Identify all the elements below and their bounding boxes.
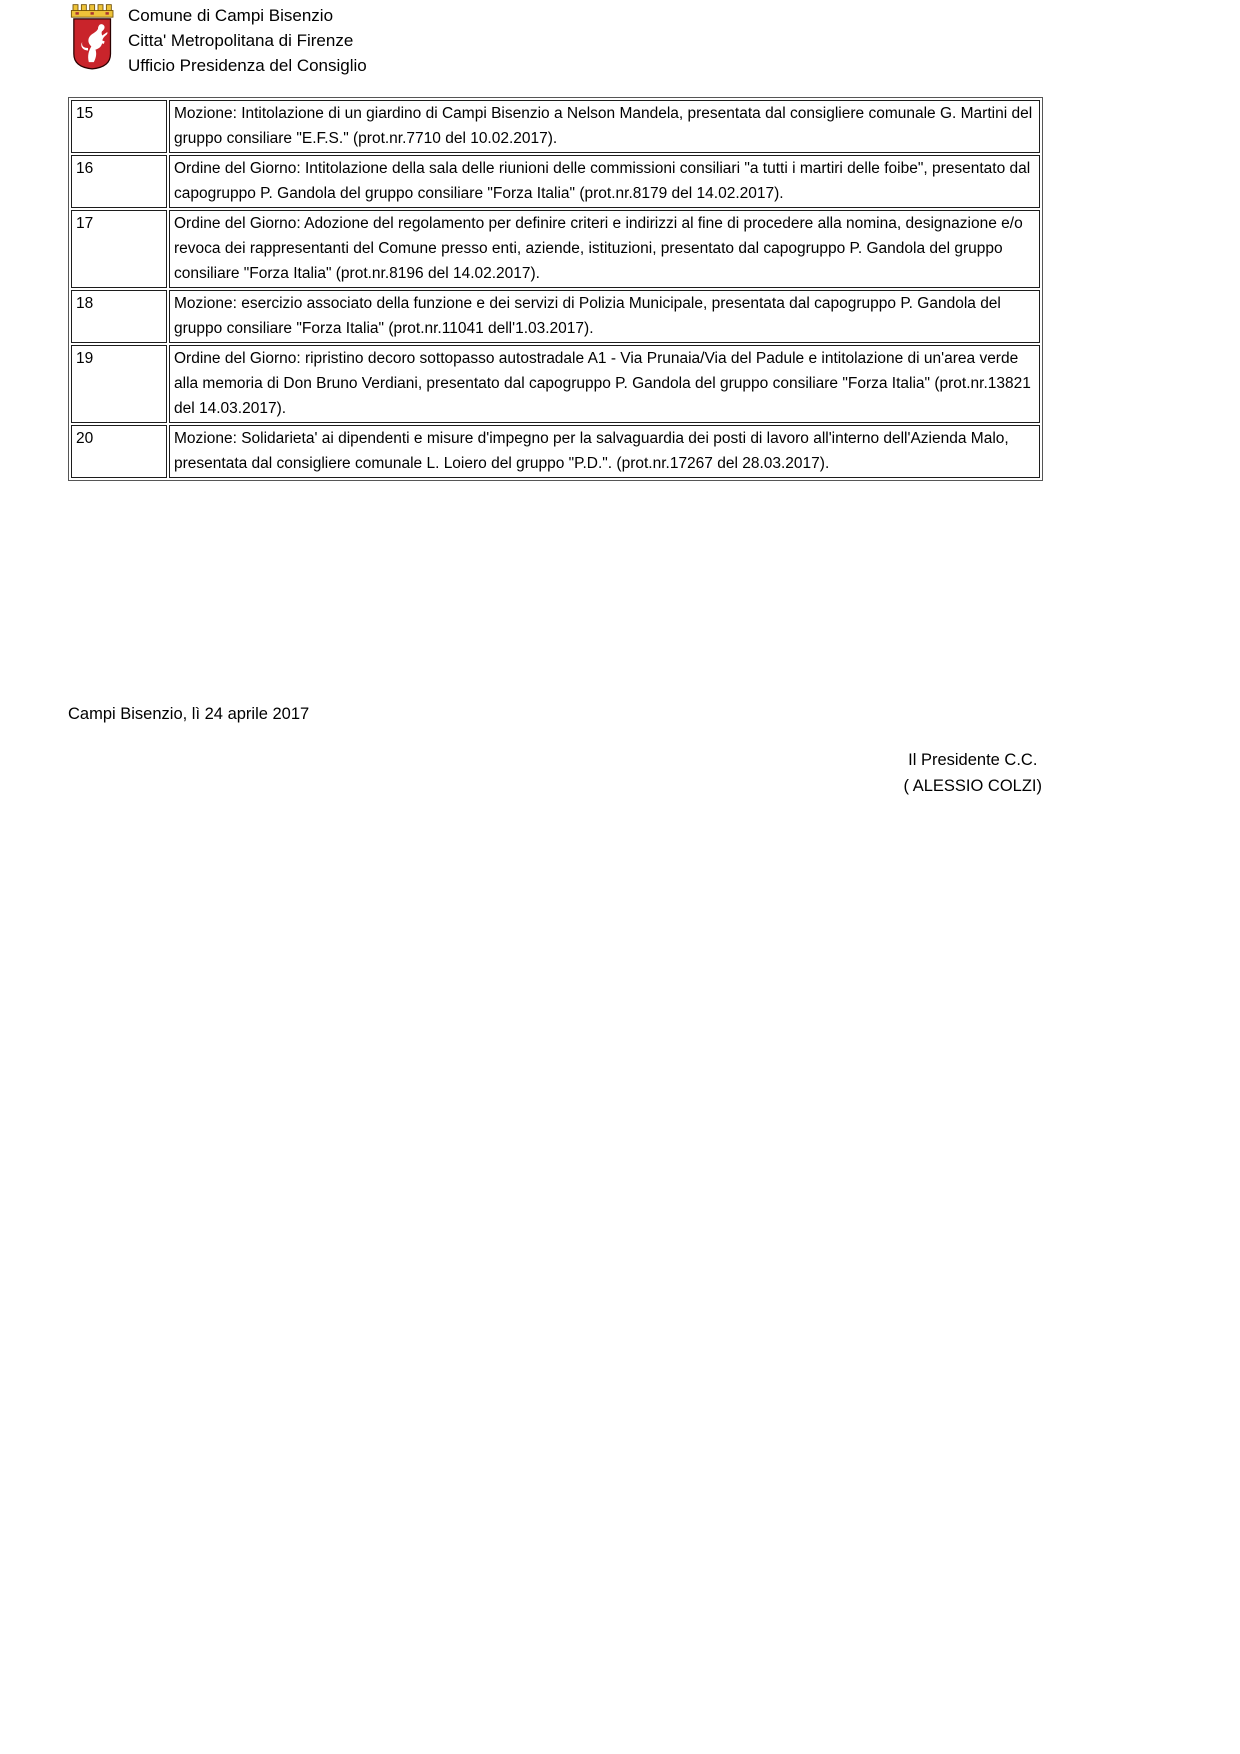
row-number-cell: 20	[71, 425, 167, 478]
row-number-cell: 15	[71, 100, 167, 153]
table-row	[71, 290, 1040, 343]
signature-name: ( ALESSIO COLZI)	[903, 777, 1042, 795]
table-row	[71, 155, 1040, 208]
table-row	[71, 345, 1040, 423]
row-description-cell: Ordine del Giorno: Intitolazione della sala delle riunioni delle commissioni consiliari "a tutti i martiri delle foibe", presentato dal capogruppo P. Gandola del gruppo consiliare "Forza Italia" (prot.nr.8179 del 14.02.2017).	[169, 155, 1040, 208]
agenda-items-table	[68, 97, 1043, 481]
row-description-cell: Mozione: esercizio associato della funzione e dei servizi di Polizia Municipale, presentata dal capogruppo P. Gandola del gruppo consiliare "Forza Italia" (prot.nr.11041 dell'1.03.2017).	[169, 290, 1040, 343]
row-number-cell: 16	[71, 155, 167, 208]
table-row	[71, 210, 1040, 288]
crown-icon	[71, 5, 113, 18]
row-number-cell: 19	[71, 345, 167, 423]
table-row	[71, 100, 1040, 153]
org-line-3: Ufficio Presidenza del Consiglio	[128, 56, 367, 75]
row-number-cell: 18	[71, 290, 167, 343]
agenda-table-body	[71, 100, 1040, 478]
org-title-block	[128, 2, 367, 78]
coat-of-arms-icon	[68, 2, 118, 74]
row-description-cell: Ordine del Giorno: Adozione del regolamento per definire criteri e indirizzi al fine di procedere alla nomina, designazione e/o revoca dei rappresentanti del Comune presso enti, aziende, istituzioni, presentato dal capogruppo P. Gandola del gruppo consiliare "Forza Italia" (prot.nr.8196 del 14.02.2017).	[169, 210, 1040, 288]
row-description-cell: Mozione: Intitolazione di un giardino di Campi Bisenzio a Nelson Mandela, presentata dal consigliere comunale G. Martini del gruppo consiliare "E.F.S." (prot.nr.7710 del 10.02.2017).	[169, 100, 1040, 153]
org-line-2: Citta' Metropolitana di Firenze	[128, 31, 354, 50]
signature-block	[904, 747, 1042, 799]
row-number-cell: 17	[71, 210, 167, 288]
table-row	[71, 425, 1040, 478]
row-description-cell: Ordine del Giorno: ripristino decoro sottopasso autostradale A1 - Via Prunaia/Via del Padule e intitolazione di un'area verde alla memoria di Don Bruno Verdiani, presentato dal capogruppo P. Gandola del gruppo consiliare "Forza Italia" (prot.nr.13821 del 14.03.2017).	[169, 345, 1040, 423]
place-date-line: Campi Bisenzio, lì 24 aprile 2017	[68, 705, 310, 723]
org-line-1: Comune di Campi Bisenzio	[128, 6, 334, 25]
document-header	[68, 2, 367, 78]
signature-title: Il Presidente C.C.	[908, 751, 1038, 769]
row-description-cell: Mozione: Solidarieta' ai dipendenti e misure d'impegno per la salvaguardia dei posti di lavoro all'interno dell'Azienda Malo, presentata dal consigliere comunale L. Loiero del gruppo "P.D.". (prot.nr.17267 del 28.03.2017).	[169, 425, 1040, 478]
